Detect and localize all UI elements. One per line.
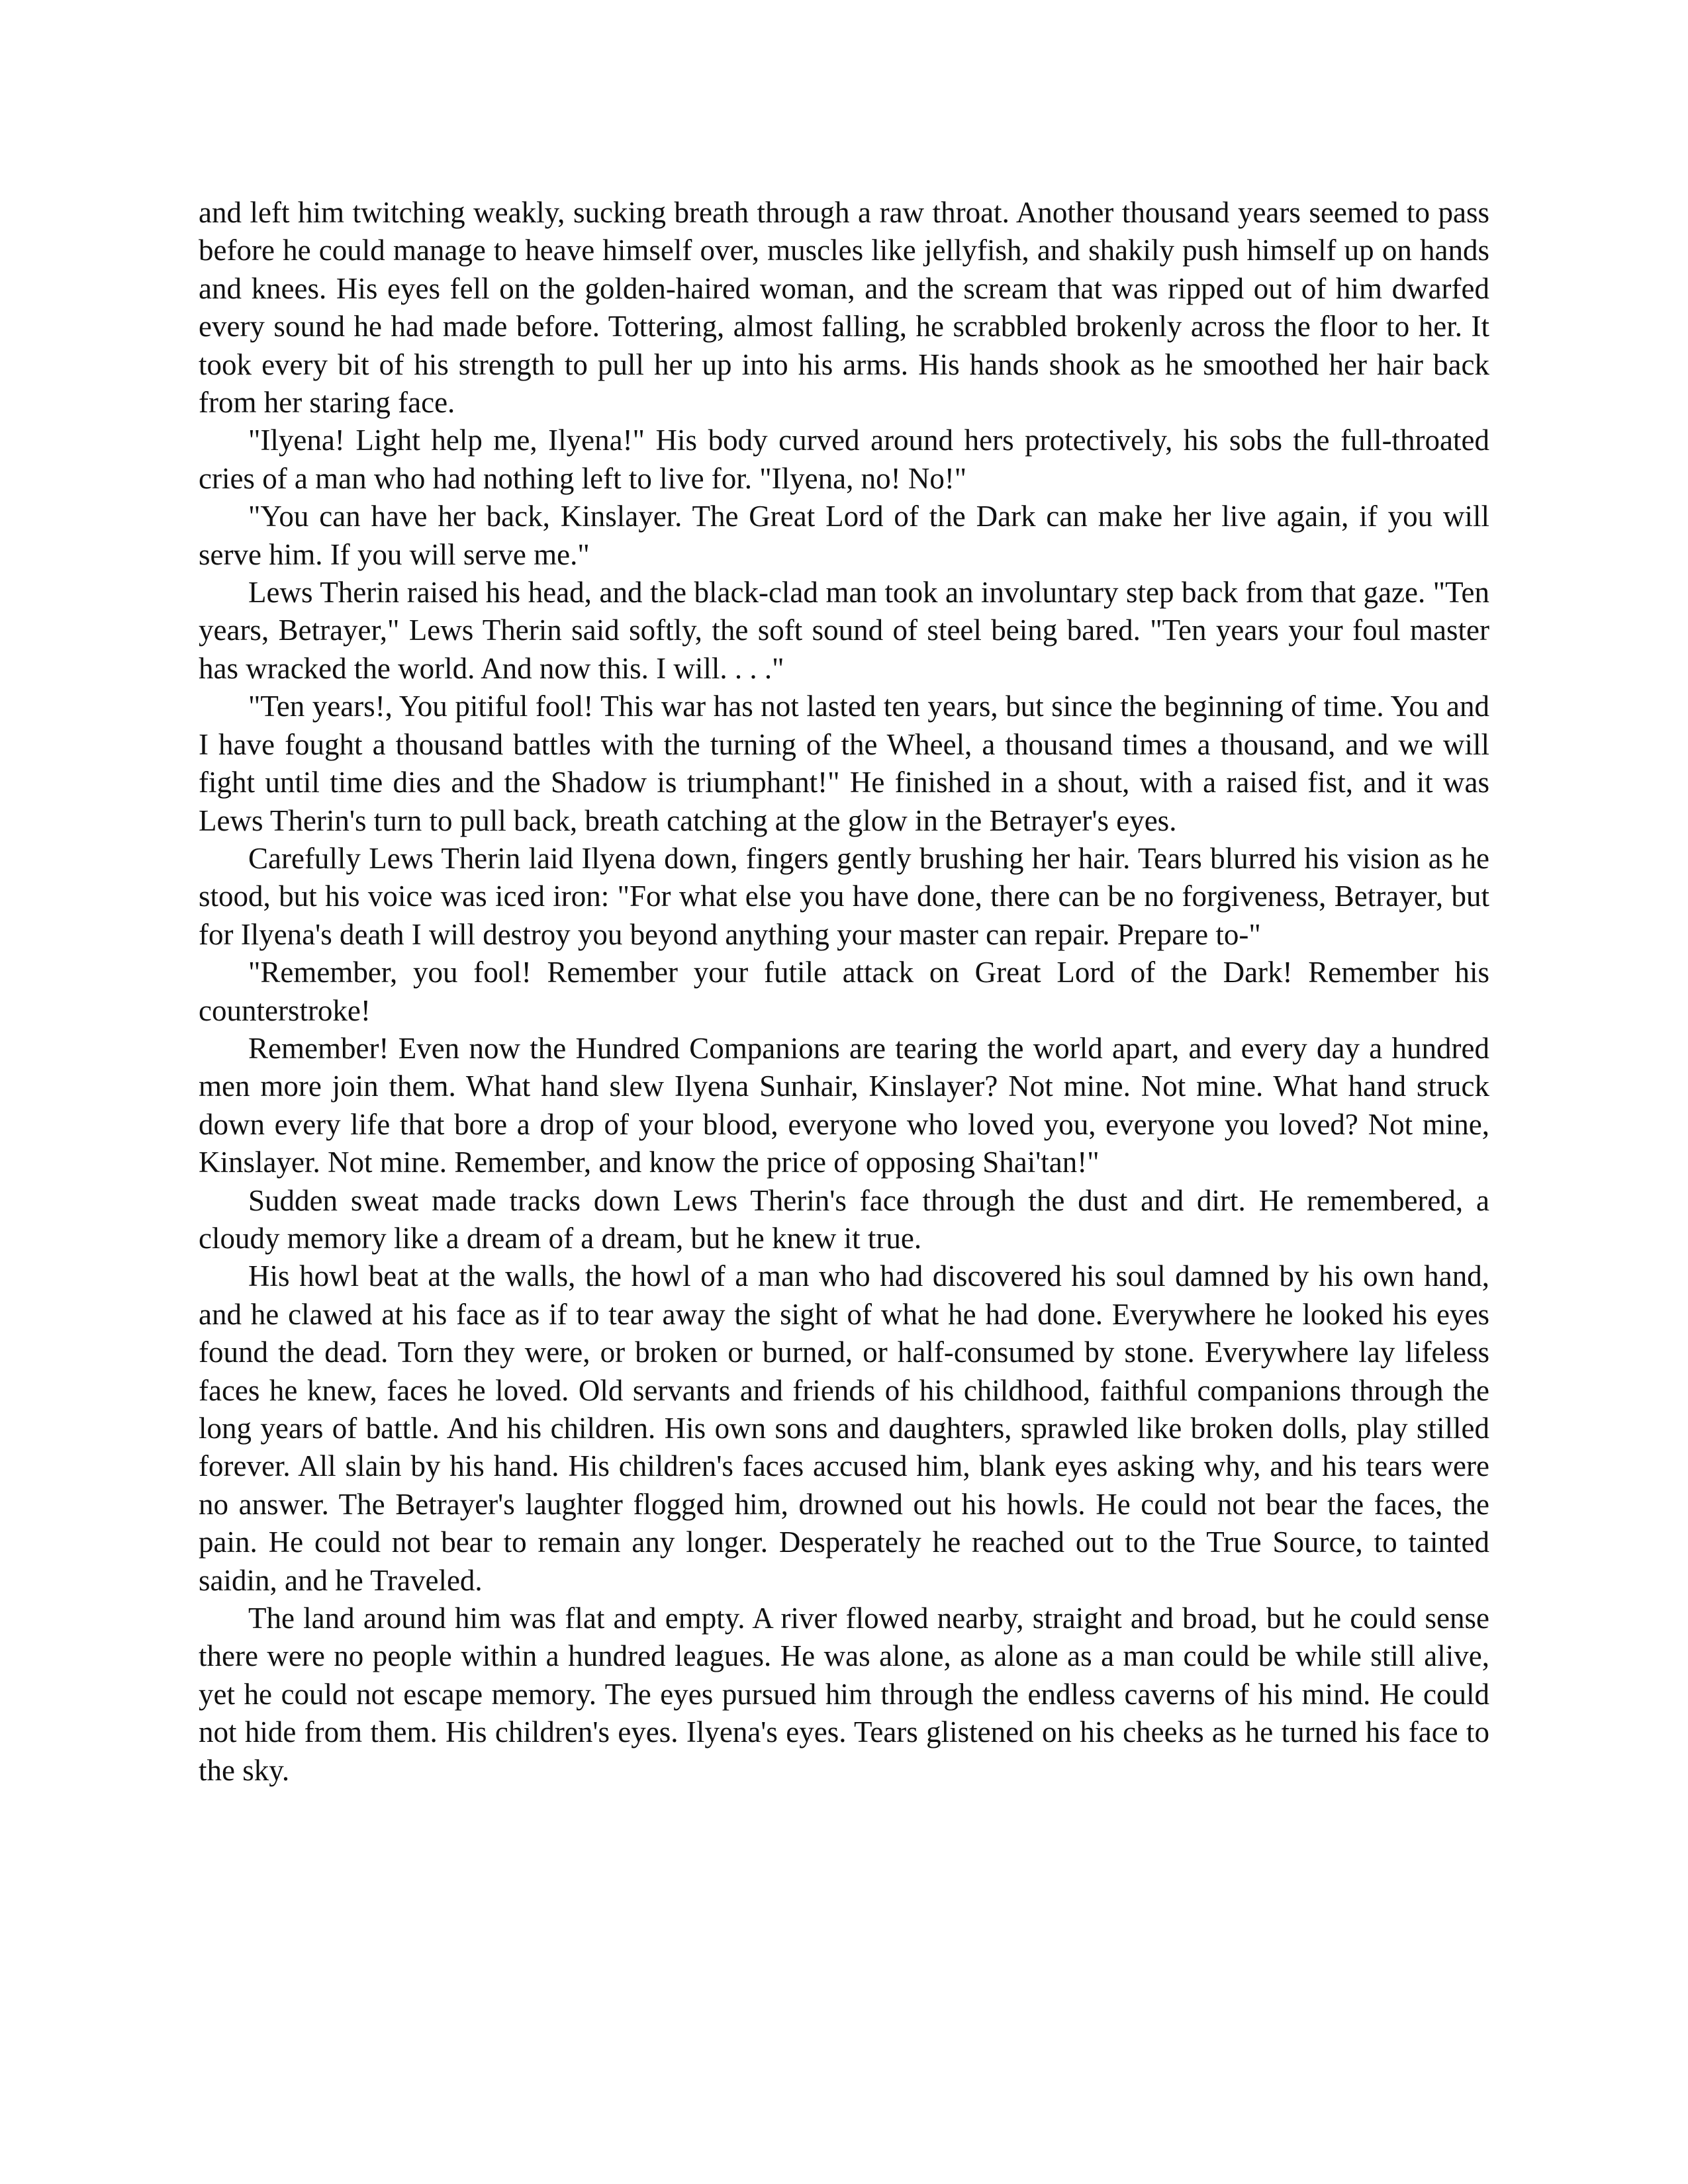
- paragraph-1: and left him twitching weakly, sucking breath through a raw throat. Another thousand years seemed to pass before he could manage to heave himself over, muscles like jellyfish, and shakily push himself up on hands and knees. His eyes fell on the golden-haired woman, and the scream that was ripped out of him dwarfed every sound he had made before. Tottering, almost falling, he scrabbled brokenly across the floor to her. It took every bit of his strength to pull her up into his arms. His hands shook as he smoothed her hair back from her staring face.: [199, 196, 1489, 420]
- paragraph-7: "Remember, you fool! Remember your futile attack on Great Lord of the Dark! Remember his counterstroke!: [199, 956, 1489, 1027]
- paragraph-4: Lews Therin raised his head, and the black-clad man took an involuntary step back from that gaze. "Ten years, Betrayer," Lews Therin said softly, the soft sound of steel being bared. "Ten years your foul master has wracked the world. And now this. I will. . . .": [199, 576, 1489, 685]
- paragraph-8: Remember! Even now the Hundred Companions are tearing the world apart, and every day a hundred men more join them. What hand slew Ilyena Sunhair, Kinslayer? Not mine. Not mine. What hand struck down every life that bore a drop of your blood, everyone who loved you, everyone you loved? Not mine, Kinslayer. Not mine. Remember, and know the price of opposing Shai'tan!": [199, 1031, 1489, 1179]
- paragraph-9: Sudden sweat made tracks down Lews Therin's face through the dust and dirt. He remembered, a cloudy memory like a dream of a dream, but he knew it true.: [199, 1183, 1489, 1255]
- body-text: [199, 194, 1489, 1790]
- paragraph-3: "You can have her back, Kinslayer. The Great Lord of the Dark can make her live again, if you will serve him. If you will serve me.": [199, 500, 1489, 571]
- paragraph-11: The land around him was flat and empty. A river flowed nearby, straight and broad, but he could sense there were no people within a hundred leagues. He was alone, as alone as a man could be while still alive, yet he could not escape memory. The eyes pursued him through the endless caverns of his mind. He could not hide from them. His children's eyes. Ilyena's eyes. Tears glistened on his cheeks as he turned his face to the sky.: [199, 1602, 1489, 1787]
- paragraph-5: "Ten years!, You pitiful fool! This war has not lasted ten years, but since the beginning of time. You and I have fought a thousand battles with the turning of the Wheel, a thousand times a thousand, and we will fight until time dies and the Shadow is triumphant!" He finished in a shout, with a raised fist, and it was Lews Therin's turn to pull back, breath catching at the glow in the Betrayer's eyes.: [199, 690, 1489, 837]
- paragraph-10: His howl beat at the walls, the howl of a man who had discovered his soul damned by his own hand, and he clawed at his face as if to tear away the sight of what he had done. Everywhere he looked his eyes found the dead. Torn they were, or broken or burned, or half-consumed by stone. Everywhere lay lifeless faces he knew, faces he loved. Old servants and friends of his childhood, faithful companions through the long years of battle. And his children. His own sons and daughters, sprawled like broken dolls, play stilled forever. All slain by his hand. His children's faces accused him, blank eyes asking why, and his tears were no answer. The Betrayer's laughter flogged him, drowned out his howls. He could not bear the faces, the pain. He could not bear to remain any longer. Desperately he reached out to the True Source, to tainted saidin, and he Traveled.: [199, 1259, 1489, 1597]
- paragraph-2: "Ilyena! Light help me, Ilyena!" His body curved around hers protectively, his sobs the full-throated cries of a man who had nothing left to live for. "Ilyena, no! No!": [199, 424, 1489, 495]
- paragraph-6: Carefully Lews Therin laid Ilyena down, fingers gently brushing her hair. Tears blurred his vision as he stood, but his voice was iced iron: "For what else you have done, there can be no forgiveness, Betrayer, but for Ilyena's death I will destroy you beyond anything your master can repair. Prepare to-": [199, 841, 1489, 951]
